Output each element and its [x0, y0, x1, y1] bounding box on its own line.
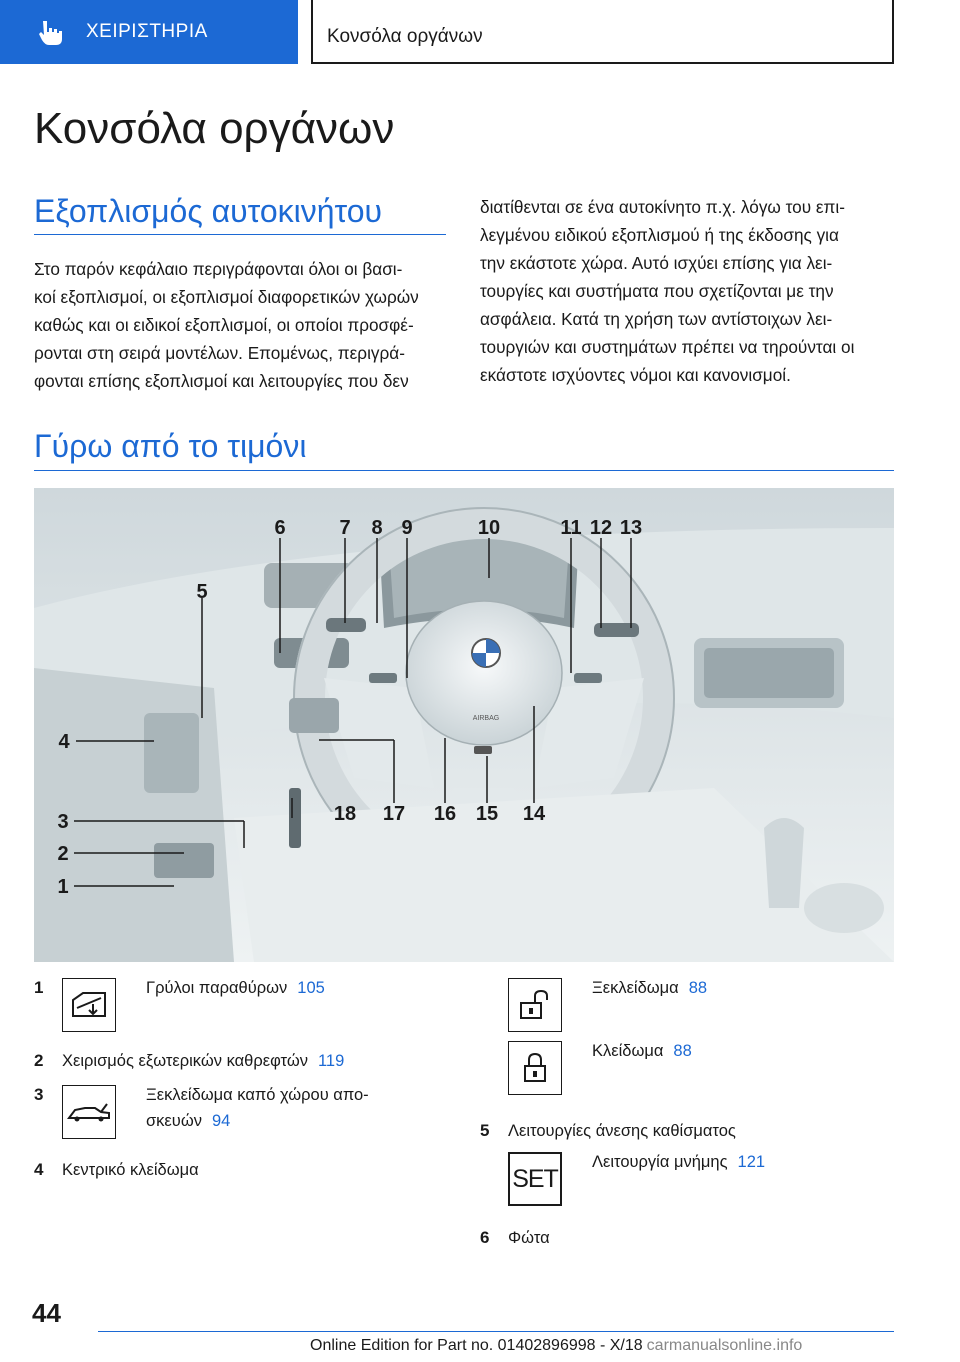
callout-11: 11: [560, 517, 582, 539]
unlock-icon: [508, 978, 562, 1032]
callout-10: 10: [477, 517, 501, 539]
callout-4: 4: [58, 731, 70, 753]
section-tab[interactable]: [0, 0, 298, 64]
intro-text-left: Στο παρόν κεφάλαιο περιγράφονται όλοι οι βασι- κοί εξοπλισμοί, οι εξοπλισμοί διαφορετικών χωρών καθώς και οι ειδικοί εξοπλισμοί, οι οποίοι προσφέ- ρονται στη σειρά μοντέλων. Επομένως, περιγρά- φονται επίσης εξοπλισμοί και λειτουργίες που δεν: [34, 259, 419, 391]
section-heading-steering-wheel: Γύρω από το τιμόνι: [34, 428, 307, 464]
callout-2: 2: [57, 843, 69, 865]
heading-rule: [34, 470, 894, 471]
callout-5: 5: [196, 581, 208, 603]
callout-9: 9: [401, 517, 413, 539]
section-heading-equipment: Εξοπλισμός αυτοκινήτου: [34, 193, 383, 229]
trunk-open-icon: [62, 1085, 116, 1139]
callout-7: 7: [339, 517, 351, 539]
section-label: ΧΕΙΡΙΣΤΗΡΙΑ: [86, 21, 208, 42]
breadcrumb: Κονσόλα οργάνων: [311, 0, 894, 64]
callout-17: 17: [382, 803, 406, 825]
set-icon: SET: [508, 1152, 562, 1206]
heading-rule: [34, 234, 446, 235]
page-title: Κονσόλα οργάνων: [34, 104, 395, 153]
callout-16: 16: [433, 803, 457, 825]
cockpit-illustration: [34, 488, 894, 962]
airbag-label: AIRBAG: [472, 715, 500, 722]
callout-13: 13: [619, 517, 643, 539]
callout-15: 15: [475, 803, 499, 825]
lock-icon: [508, 1041, 562, 1095]
intro-text-right: διατίθενται σε ένα αυτοκίνητο π.χ. λόγω του επι- λεγμένου ειδικού εξοπλισμού ή της έκδοσης για την εκάστοτε χώρα. Αυτό ισχύει επίσης για λει- τουργίες και συστήματα που σχετίζονται με την ασφάλεια. Κατά τη χρήση των αντίστοιχων λει- τουργιών και συστημάτων πρέπει να τηρούνται οι εκάστοτε ισχύοντες νόμοι και κανονισμοί.: [480, 197, 855, 385]
watermark: carmanualsonline.info: [646, 1337, 803, 1354]
footer-text: Online Edition for Part no. 01402896998 - X/18 carmanualsonline.info: [310, 1337, 803, 1354]
footer-rule: [98, 1331, 894, 1332]
pointing-hand-icon: [36, 17, 66, 47]
callout-12: 12: [589, 517, 613, 539]
window-switch-icon: [62, 978, 116, 1032]
callout-14: 14: [522, 803, 546, 825]
callout-6: 6: [274, 517, 286, 539]
callout-8: 8: [371, 517, 383, 539]
callout-3: 3: [57, 811, 69, 833]
callout-18: 18: [333, 803, 357, 825]
callout-1: 1: [57, 876, 69, 898]
page-number: 44: [32, 1298, 61, 1328]
